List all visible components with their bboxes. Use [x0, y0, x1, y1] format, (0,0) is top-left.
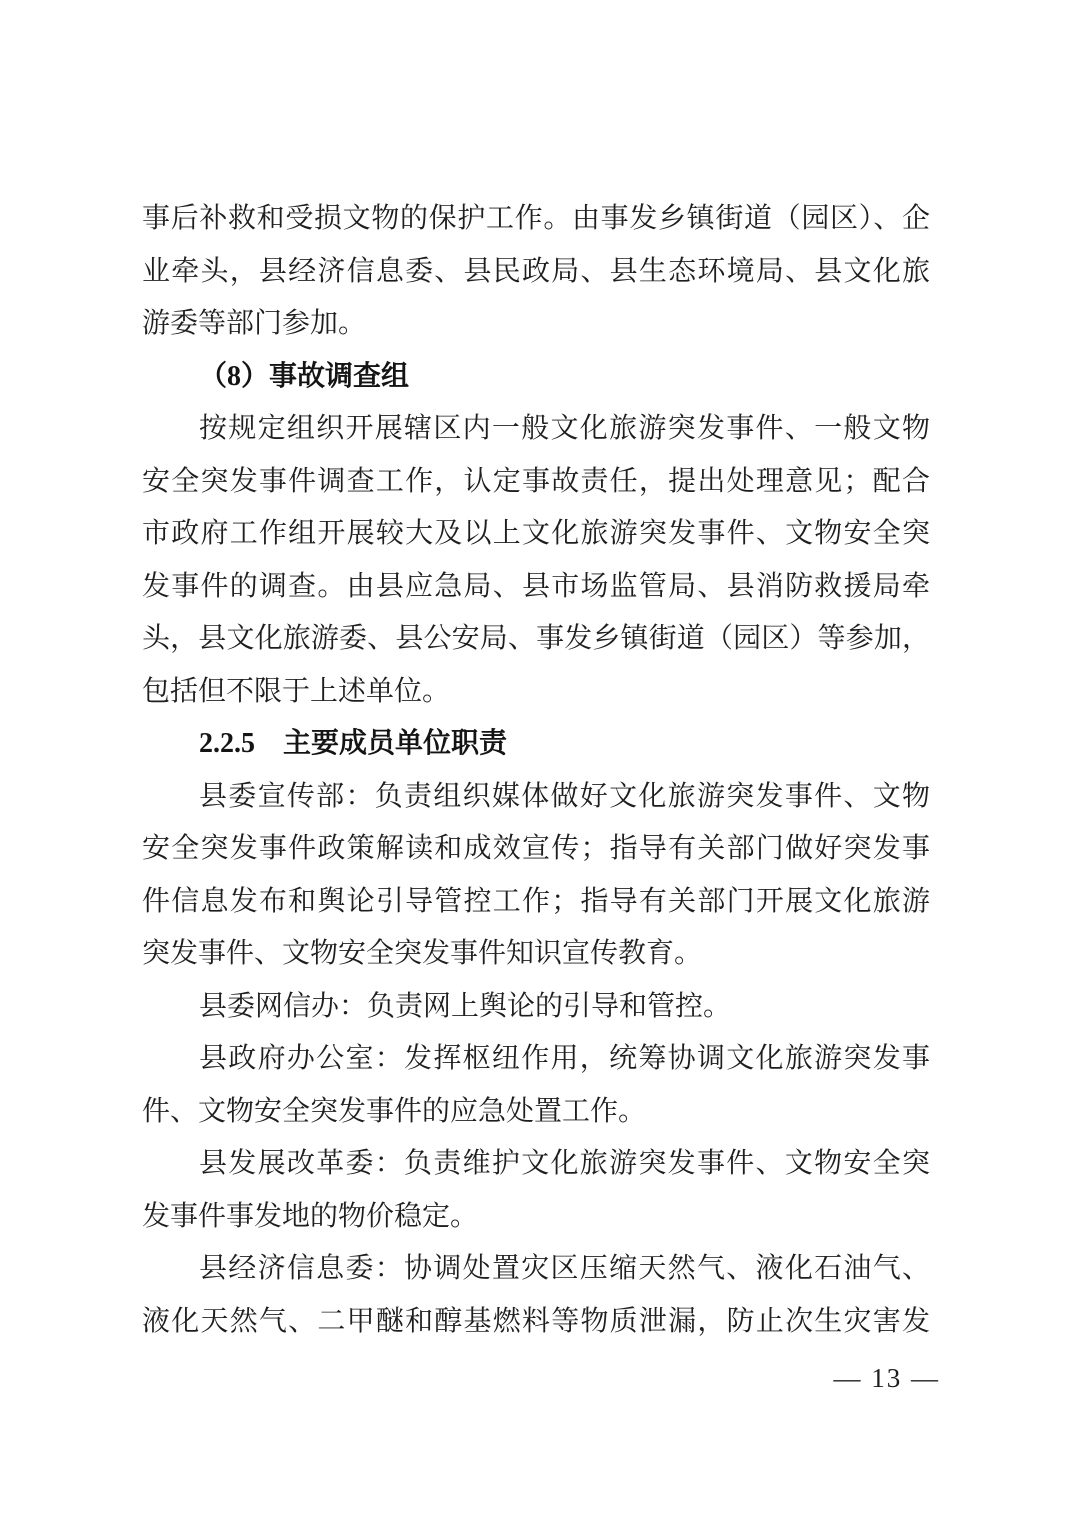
text-line: 县委宣传部：负责组织媒体做好文化旅游突发事件、文物 [199, 780, 930, 812]
text-line: 发事件的调查。由县应急局、县市场监管局、县消防救援局牵 [142, 570, 930, 602]
text-line: 安全突发事件调查工作，认定事故责任，提出处理意见；配合 [142, 465, 930, 497]
document-body [142, 193, 930, 1348]
text-line: 事后补救和受损文物的保护工作。由事发乡镇街道（园区）、企 [142, 203, 930, 234]
text-line: 安全突发事件政策解读和成效宣传；指导有关部门做好突发事 [142, 833, 930, 864]
text-line: 头，县文化旅游委、县公安局、事发乡镇街道（园区）等参加， [142, 623, 930, 654]
heading-line: 2.2.5 主要成员单位职责 [199, 728, 508, 759]
text-line: 突发事件、文物安全突发事件知识宣传教育。 [142, 938, 703, 969]
text-line: 县政府办公室：发挥枢纽作用，统筹协调文化旅游突发事 [199, 1043, 930, 1074]
text-line: 液化天然气、二甲醚和醇基燃料等物质泄漏，防止次生灾害发 [142, 1305, 930, 1337]
text-line: 县委网信办：负责网上舆论的引导和管控。 [199, 990, 732, 1022]
page-number: — 13 — [833, 1363, 940, 1393]
text-line: 市政府工作组开展较大及以上文化旅游突发事件、文物安全突 [142, 518, 930, 549]
text-line: 发事件事发地的物价稳定。 [142, 1200, 479, 1232]
text-line: 业牵头，县经济信息委、县民政局、县生态环境局、县文化旅 [142, 255, 930, 287]
text-line: 游委等部门参加。 [142, 308, 367, 339]
heading-line: （8）事故调查组 [199, 360, 410, 392]
text-line: 按规定组织开展辖区内一般文化旅游突发事件、一般文物 [199, 413, 930, 444]
text-line: 县经济信息委：协调处置灾区压缩天然气、液化石油气、 [199, 1253, 930, 1284]
text-line: 包括但不限于上述单位。 [142, 675, 451, 707]
text-line: 件信息发布和舆论引导管控工作；指导有关部门开展文化旅游 [142, 885, 930, 917]
text-line: 县发展改革委：负责维护文化旅游突发事件、文物安全突 [199, 1148, 930, 1179]
text-line: 件、文物安全突发事件的应急处置工作。 [142, 1095, 647, 1127]
